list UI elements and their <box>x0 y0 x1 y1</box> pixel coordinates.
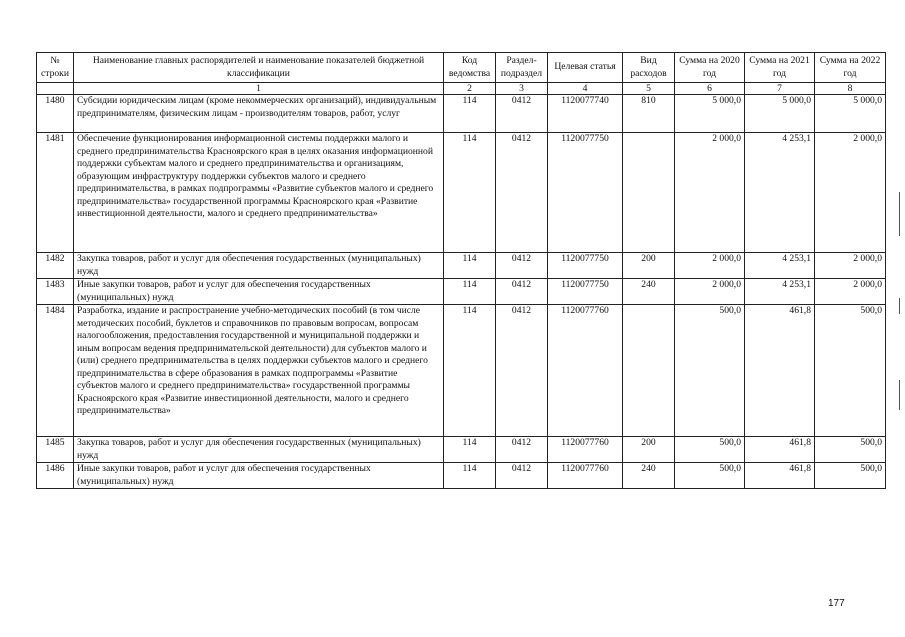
section-code: 0412 <box>496 463 548 489</box>
expense-type: 200 <box>623 253 675 279</box>
table-header-row <box>37 53 886 83</box>
dept-code: 114 <box>444 305 496 437</box>
header-expense-type: Вид расходов <box>623 53 675 83</box>
expense-type: 240 <box>623 279 675 305</box>
target-article: 1120077750 <box>548 253 623 279</box>
row-name: Закупка товаров, работ и услуг для обеспечения государственных (муниципальных) нужд <box>74 437 444 463</box>
sum-2021: 461,8 <box>745 437 815 463</box>
sum-2020: 5 000,0 <box>675 95 745 133</box>
column-number: 2 <box>444 83 496 95</box>
row-number: 1485 <box>37 437 74 463</box>
row-name: Разработка, издание и распространение учебно-методических пособий (в том числе методических пособий, буклетов и справочников по правовым вопросам, вопросам налогообложения, предоставления государственной и муниципальной поддержки и иным вопросам ведения предпринимательской деятельности) для субъектов малого и (или) среднего предпринимательства в целях поддержки субъектов малого и среднего предпринимательства в сфере образования в рамках подпрограммы «Развитие субъектов малого и среднего предпринимательства» государственной программы Красноярского края «Развитие инвестиционной деятельности, малого и среднего предпринимательства» <box>74 305 444 437</box>
table-row <box>37 95 886 133</box>
sum-2021: 4 253,1 <box>745 279 815 305</box>
column-number-row <box>37 83 886 95</box>
table-row <box>37 463 886 489</box>
dept-code: 114 <box>444 279 496 305</box>
sum-2020: 2 000,0 <box>675 279 745 305</box>
sum-2021: 4 253,1 <box>745 253 815 279</box>
sum-2021: 5 000,0 <box>745 95 815 133</box>
row-name: Субсидии юридическим лицам (кроме некоммерческих организаций), индивидуальным предпринимателям, физическим лицам - производителям товаров, работ, услуг <box>74 95 444 133</box>
row-name: Иные закупки товаров, работ и услуг для обеспечения государственных (муниципальных) нужд <box>74 279 444 305</box>
sum-2022: 500,0 <box>815 437 886 463</box>
table-row <box>37 279 886 305</box>
section-code: 0412 <box>496 305 548 437</box>
expense-type <box>623 305 675 437</box>
table-row <box>37 133 886 253</box>
column-number: 8 <box>815 83 886 95</box>
row-number: 1486 <box>37 463 74 489</box>
table-row <box>37 305 886 437</box>
row-number: 1480 <box>37 95 74 133</box>
column-number: 4 <box>548 83 623 95</box>
target-article: 1120077760 <box>548 437 623 463</box>
dept-code: 114 <box>444 95 496 133</box>
column-number: 3 <box>496 83 548 95</box>
header-target-article: Целевая статья <box>548 53 623 83</box>
header-row-number: № строки <box>37 53 74 83</box>
expense-type: 200 <box>623 437 675 463</box>
scan-margin-mark <box>899 192 900 236</box>
header-section: Раздел-подраздел <box>496 53 548 83</box>
target-article: 1120077750 <box>548 133 623 253</box>
column-number <box>37 83 74 95</box>
header-name: Наименование главных распорядителей и наименование показателей бюджетной классификации <box>74 53 444 83</box>
header-sum-2021: Сумма на 2021 год <box>745 53 815 83</box>
section-code: 0412 <box>496 437 548 463</box>
section-code: 0412 <box>496 95 548 133</box>
page-number: 177 <box>828 598 845 609</box>
sum-2021: 461,8 <box>745 305 815 437</box>
row-name: Обеспечение функционирования информационной системы поддержки малого и среднего предпринимательства Красноярского края в целях оказания информационной поддержки субъектам малого и среднего предпринимательства и организациям, образующим инфраструктуру поддержки субъектов малого и среднего предпринимательства, в рамках подпрограммы «Развитие субъектов малого и среднего предпринимательства» государственной программы Красноярского края «Развитие инвестиционной деятельности, малого и среднего предпринимательства» <box>74 133 444 253</box>
dept-code: 114 <box>444 253 496 279</box>
dept-code: 114 <box>444 463 496 489</box>
row-name: Иные закупки товаров, работ и услуг для обеспечения государственных (муниципальных) нужд <box>74 463 444 489</box>
header-sum-2022: Сумма на 2022 год <box>815 53 886 83</box>
expense-type: 240 <box>623 463 675 489</box>
table-row <box>37 437 886 463</box>
column-number: 7 <box>745 83 815 95</box>
sum-2022: 2 000,0 <box>815 133 886 253</box>
dept-code: 114 <box>444 133 496 253</box>
section-code: 0412 <box>496 253 548 279</box>
target-article: 1120077750 <box>548 279 623 305</box>
sum-2020: 500,0 <box>675 437 745 463</box>
target-article: 1120077760 <box>548 305 623 437</box>
section-code: 0412 <box>496 133 548 253</box>
column-number: 6 <box>675 83 745 95</box>
sum-2020: 500,0 <box>675 463 745 489</box>
sum-2022: 5 000,0 <box>815 95 886 133</box>
scan-margin-mark <box>899 298 900 314</box>
sum-2020: 2 000,0 <box>675 133 745 253</box>
budget-table <box>36 52 886 489</box>
expense-type: 810 <box>623 95 675 133</box>
dept-code: 114 <box>444 437 496 463</box>
header-dept-code: Код ведомства <box>444 53 496 83</box>
row-number: 1484 <box>37 305 74 437</box>
column-number: 5 <box>623 83 675 95</box>
sum-2021: 4 253,1 <box>745 133 815 253</box>
column-number: 1 <box>74 83 444 95</box>
expense-type <box>623 133 675 253</box>
row-number: 1481 <box>37 133 74 253</box>
sum-2022: 2 000,0 <box>815 253 886 279</box>
row-number: 1482 <box>37 253 74 279</box>
table-row <box>37 253 886 279</box>
sum-2021: 461,8 <box>745 463 815 489</box>
target-article: 1120077740 <box>548 95 623 133</box>
scan-margin-mark <box>899 380 900 410</box>
sum-2022: 500,0 <box>815 463 886 489</box>
sum-2020: 500,0 <box>675 305 745 437</box>
row-number: 1483 <box>37 279 74 305</box>
sum-2022: 2 000,0 <box>815 279 886 305</box>
row-name: Закупка товаров, работ и услуг для обеспечения государственных (муниципальных) нужд <box>74 253 444 279</box>
sum-2022: 500,0 <box>815 305 886 437</box>
section-code: 0412 <box>496 279 548 305</box>
target-article: 1120077760 <box>548 463 623 489</box>
header-sum-2020: Сумма на 2020 год <box>675 53 745 83</box>
sum-2020: 2 000,0 <box>675 253 745 279</box>
